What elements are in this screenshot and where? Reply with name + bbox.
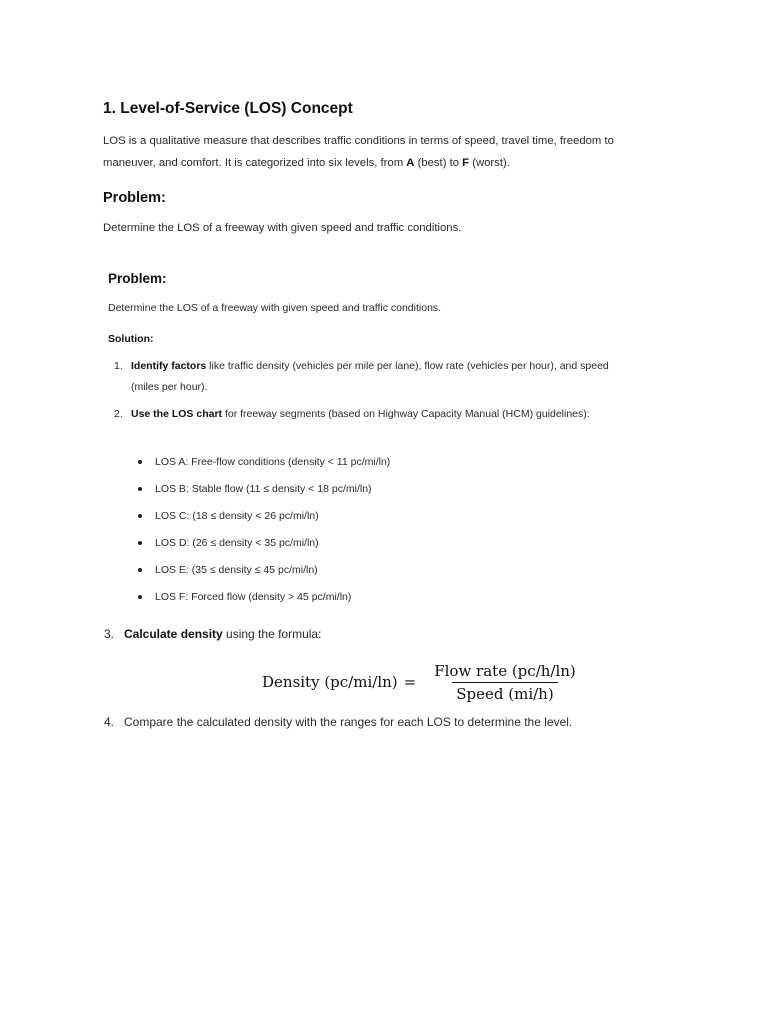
los-level-item: LOS B: Stable flow (11 ≤ density < 18 pc/mi/ln): [135, 479, 390, 506]
solution-step-2: [114, 404, 634, 425]
los-level-item: LOS F: Forced flow (density > 45 pc/mi/ln): [135, 587, 390, 614]
los-level-list: [135, 452, 390, 614]
formula-equals: =: [403, 673, 417, 691]
density-formula: [262, 660, 580, 704]
los-definition-text-3: (worst).: [469, 157, 510, 169]
los-level-item: LOS C: (18 ≤ density < 26 pc/mi/ln): [135, 506, 390, 533]
problem-text-repeat: Determine the LOS of a freeway with given speed and traffic conditions.: [108, 302, 442, 314]
step-number: 4.: [104, 715, 115, 729]
problem-heading: Problem:: [103, 190, 166, 206]
step-bold-label: Identify factors: [131, 360, 207, 372]
formula-fraction: [430, 662, 580, 703]
solution-step-3: [104, 627, 321, 641]
los-level-item: LOS D: (26 ≤ density < 35 pc/mi/ln): [135, 533, 390, 560]
los-definition-text-2: (best) to: [414, 157, 463, 169]
step-body: [131, 356, 631, 398]
formula-denominator: Speed (mi/h): [452, 682, 557, 703]
los-level-a-label: A: [406, 157, 415, 169]
problem-heading-repeat: Problem:: [108, 271, 167, 286]
step-bold-label: Use the LOS chart: [131, 408, 223, 420]
section-title: 1. Level-of-Service (LOS) Concept: [103, 100, 353, 117]
step-text: using the formula:: [222, 627, 322, 641]
step-bold-label: Calculate density: [124, 627, 223, 641]
solution-heading: Solution:: [108, 333, 154, 345]
los-level-item: LOS E: (35 ≤ density ≤ 45 pc/mi/ln): [135, 560, 390, 587]
step-number: 2.: [114, 408, 123, 420]
los-level-item: LOS A: Free-flow conditions (density < 11 pc/mi/ln): [135, 452, 390, 479]
step-text: Compare the calculated density with the ranges for each LOS to determine the level.: [124, 715, 573, 729]
step-body: [131, 404, 631, 425]
step-text: like traffic density (vehicles per mile per lane), flow rate (vehicles per hour), and speed (miles per hour).: [131, 360, 609, 393]
step-text: for freeway segments (based on Highway Capacity Manual (HCM) guidelines):: [222, 408, 590, 420]
problem-text: Determine the LOS of a freeway with given speed and traffic conditions.: [103, 222, 462, 234]
los-definition-paragraph: [103, 130, 663, 174]
solution-step-1: [114, 356, 634, 398]
los-definition-text-1: LOS is a qualitative measure that describes traffic conditions in terms of speed, travel time, freedom to maneuver, and comfort. It is categorized into six levels, from: [103, 135, 614, 169]
formula-numerator: Flow rate (pc/h/ln): [434, 661, 576, 680]
solution-step-4: [104, 715, 572, 729]
los-level-f-label: F: [462, 157, 470, 169]
formula-lhs: Density (pc/mi/ln): [262, 673, 398, 691]
step-number: 1.: [114, 360, 123, 372]
step-number: 3.: [104, 627, 115, 641]
